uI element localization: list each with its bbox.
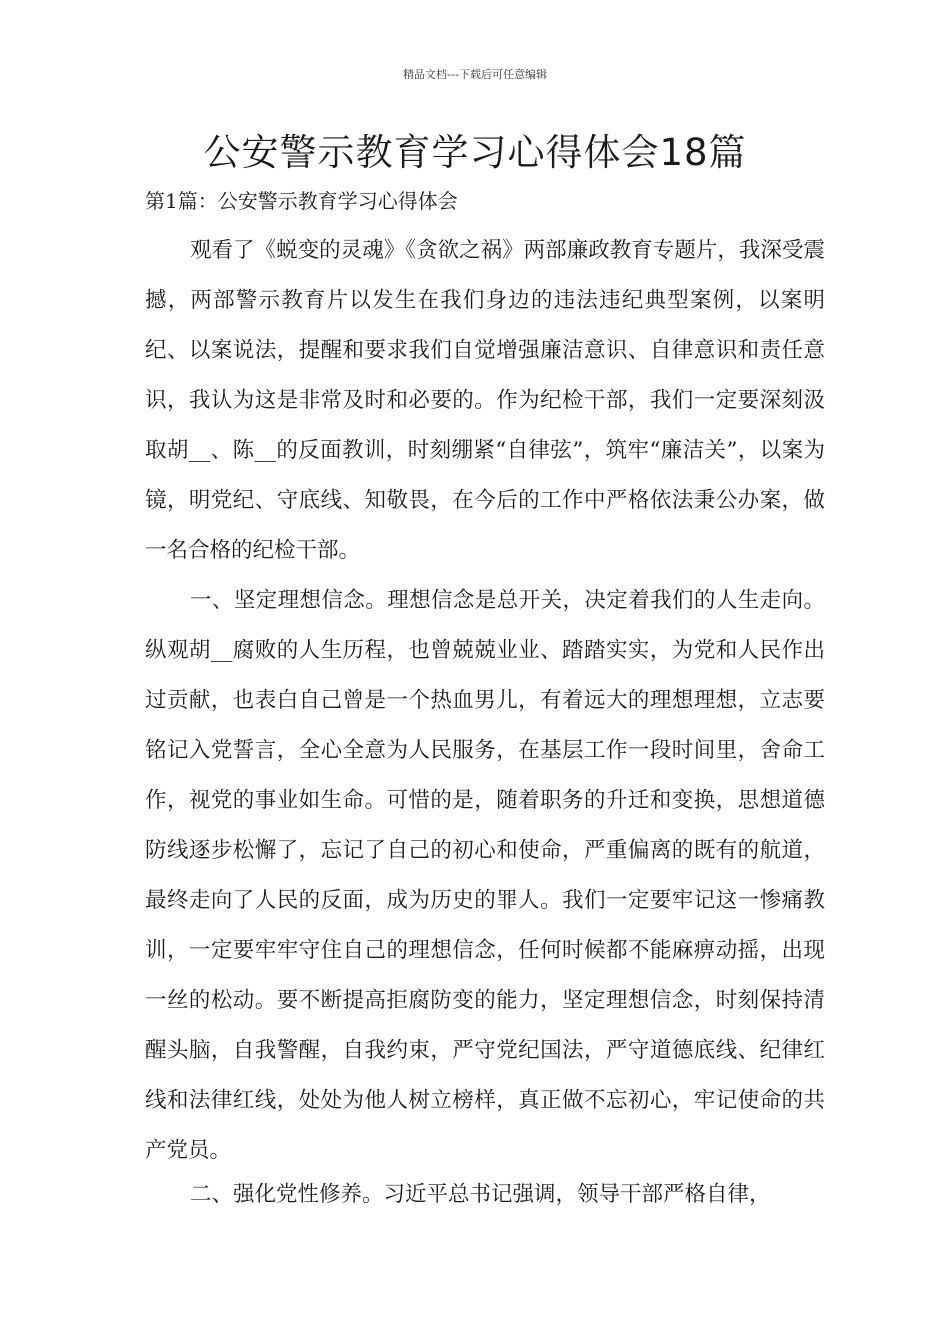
- paragraph-ideals: 一、坚定理想信念。理想信念是总开关，决定着我们的人生走向。纵观胡__腐败的人生历程，也曾兢兢业业、踏踏实实，为党和人民作出过贡献，也表白自己曾是一个热血男儿，有着远大的理想理想，立志要铭记入党誓言，全心全意为人民服务，在基层工作一段时间里，舍命工作，视党的事业如生命。可惜的是，随着职务的升迁和变换，思想道德防线逐步松懈了，忘记了自己的初心和使命，严重偏离的既有的航道，最终走向了人民的反面，成为历史的罪人。我们一定要牢记这一惨痛教训，一定要牢牢守住自己的理想信念，任何时候都不能麻痹动摇，出现一丝的松动。要不断提高拒腐防变的能力，坚定理想信念，时刻保持清醒头脑，自我警醒，自我约束，严守党纪国法，严守道德底线、纪律红线和法律红线，处处为他人树立榜样，真正做不忘初心，牢记使命的共产党员。: [145, 588, 825, 1163]
- section-subheading: 第1篇：公安警示教育学习心得体会: [145, 189, 458, 213]
- document-title: 公安警示教育学习心得体会18篇: [203, 131, 747, 174]
- paragraph-intro: 观看了《蜕变的灵魂》《贪欲之祸》两部廉政教育专题片，我深受震撼，两部警示教育片以发生在我们身边的违法违纪典型案例，以案明纪、以案说法，提醒和要求我们自觉增强廉洁意识、自律意识和责任意识，我认为这是非常及时和必要的。作为纪检干部，我们一定要深刻汲取胡__、陈__的反面教训，时刻绷紧“自律弦”，筑牢“廉洁关”，以案为镜，明党纪、守底线、知敬畏，在今后的工作中严格依法秉公办案，做一名合格的纪检干部。: [145, 238, 825, 563]
- header-note: 精品文档---下载后可任意编辑: [403, 68, 547, 81]
- paragraph-party-spirit: 二、强化党性修养。习近平总书记强调，领导干部严格自律，: [190, 1182, 771, 1207]
